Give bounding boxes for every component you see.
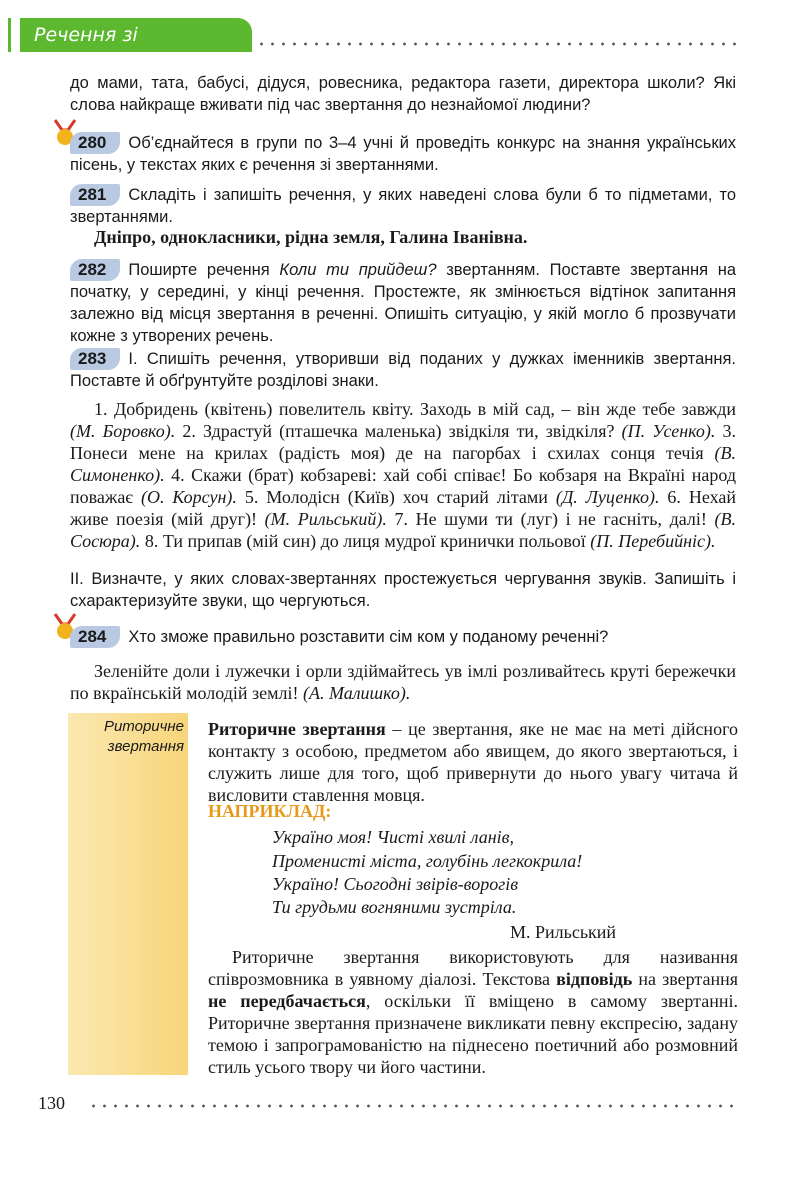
author: (М. Боровко).	[70, 421, 176, 441]
exercise-282	[70, 259, 736, 347]
bold-text: відповідь	[556, 969, 633, 989]
exercise-283	[70, 348, 736, 392]
exercise-text: Об’єднайтеся в групи по 3–4 учні й проведіть конкурс на знання українських пісень, у текстах яких є речення зі звертаннями.	[70, 134, 736, 174]
sentence: 1. Добридень (квітень) повелитель квіту. Заходь в мій сад, – він жде тебе завжди	[94, 399, 736, 419]
author: (М. Рильський).	[264, 509, 387, 529]
exercise-281-words: Дніпро, однокласники, рідна земля, Галина Іванівна.	[94, 227, 528, 247]
sentence: 3. Понеси мене на крилах (радість моя) де на пагорбах і схилах сонця течія	[70, 421, 737, 463]
exercise-280	[70, 132, 736, 176]
poem-author: М. Рильський	[510, 922, 617, 942]
intro-text: до мами, тата, бабусі, дідуся, ровесника, редактора газети, директора школи? Які слова найкраще вживати під час звертання до незнайомої людини?	[70, 74, 736, 114]
exercise-284	[70, 626, 736, 648]
sentence: 6. Нехай живе поезія (мій друг)!	[70, 487, 736, 529]
sentence: 7. Не шуми ти (луг) і не гасніть, далі!	[386, 509, 715, 529]
poem-line: Україно моя! Чисті хвилі ланів,	[272, 827, 514, 847]
page-number: 130	[38, 1093, 65, 1113]
text: Риторичне звертання використовують для називання співрозмовника в уявному діалозі. Текстова	[208, 947, 738, 989]
exercise-281	[70, 184, 736, 228]
sentence: 8. Ти припав (мій син) до лиця мудрої кринички польової	[140, 531, 591, 551]
exercise-number: 282	[70, 259, 120, 281]
text: , оскільки її вміщено в самому звертанні. Риторичне звертання призначене викликати певну експресію, задану темою і запрограмованістю на піднесено поетичний або розмовний стиль усього твору чи його частини.	[208, 991, 738, 1077]
text: на звертання	[632, 969, 738, 989]
author: (О. Корсун).	[140, 487, 237, 507]
sentence: Зеленійте доли і лужечки і орли здіймайтесь ув імлі розливайтесь круті бережечки по вкраїнській молодій землі!	[70, 661, 736, 703]
bold-text: не передбачається	[208, 991, 366, 1011]
sentence: 5. Молодісн (Київ) хоч старий літами	[236, 487, 556, 507]
rule-term: Риторичне звертання	[208, 719, 386, 739]
exercise-text: Хто зможе правильно розставити сім ком у поданому реченні?	[128, 628, 609, 646]
author: (П. Перебийніс).	[590, 531, 716, 551]
footer-dotted-rule	[88, 1104, 738, 1108]
poem-line: Променисті міста, голубінь легкокрила!	[272, 851, 583, 871]
header-dotted-rule	[256, 42, 740, 46]
exercise-number: 283	[70, 348, 120, 370]
author: (П. Усенко).	[621, 421, 716, 441]
exercise-text: Складіть і запишіть речення, у яких наведені слова були б то підметами, то звертаннями.	[70, 186, 736, 226]
author: (В. Сосюра).	[70, 509, 736, 551]
exercise-number: 284	[70, 626, 120, 648]
rule-definition-text: – це звертання, яке не має на меті дійсного контакту з особою, предметом або явищем, до якого звертаються, і служить лише для того, щоб привернути до нього увагу читача й висловити ставлення мовця.	[208, 719, 739, 805]
poem-line: Ти грудьми вогняними зустріла.	[272, 897, 517, 917]
exercise-italic-sentence: Коли ти прийдеш?	[279, 261, 437, 279]
exercise-284-sentence	[70, 660, 736, 704]
exercise-text-cont: звертанням. Поставте звертання на початку, у середині, у кінці речення. Простежте, як змінюється відтінок запитання залежно від місця звертання в реченні. Опишіть ситуацію, у якій могло б прозвучати кожне з утворених речень.	[70, 261, 736, 345]
example-heading: НАПРИКЛАД:	[208, 801, 332, 821]
exercise-text: Поширте речення	[128, 261, 280, 279]
exercise-task-2: II. Визначте, у яких словах-звертаннях простежується чергування звуків. Запишіть і схарактеризуйте звуки, що чергуються.	[70, 570, 736, 610]
rule-sidebar	[68, 713, 188, 1075]
author: (А. Малишко).	[302, 683, 411, 703]
exercise-283-sentences	[70, 398, 736, 552]
rule-definition	[208, 718, 738, 806]
author: (Д. Луценко).	[555, 487, 660, 507]
exercise-number: 281	[70, 184, 120, 206]
exercise-task-1: I. Спишіть речення, утворивши від поданих у дужках іменників звертання. Поставте й обґрунтуйте розділові знаки.	[70, 350, 736, 390]
author: (В. Симоненко).	[70, 443, 736, 485]
rule-sidebar-label: Риторичне звертання	[103, 718, 184, 755]
rule-explanation	[208, 946, 738, 1078]
header-accent-bar	[8, 18, 11, 52]
poem-line: Україно! Сьогодні звірів-ворогів	[272, 874, 519, 894]
section-title: Речення зі звертаннями	[20, 18, 252, 52]
sentence: 2. Здрастуй (пташечка маленька) звідкіля ти, звідкіля?	[175, 421, 622, 441]
exercise-number: 280	[70, 132, 120, 154]
sentence: 4. Скажи (брат) кобзареві: хай собі співає! Бо кобзаря на Вкраїні народ поважає	[70, 465, 736, 507]
